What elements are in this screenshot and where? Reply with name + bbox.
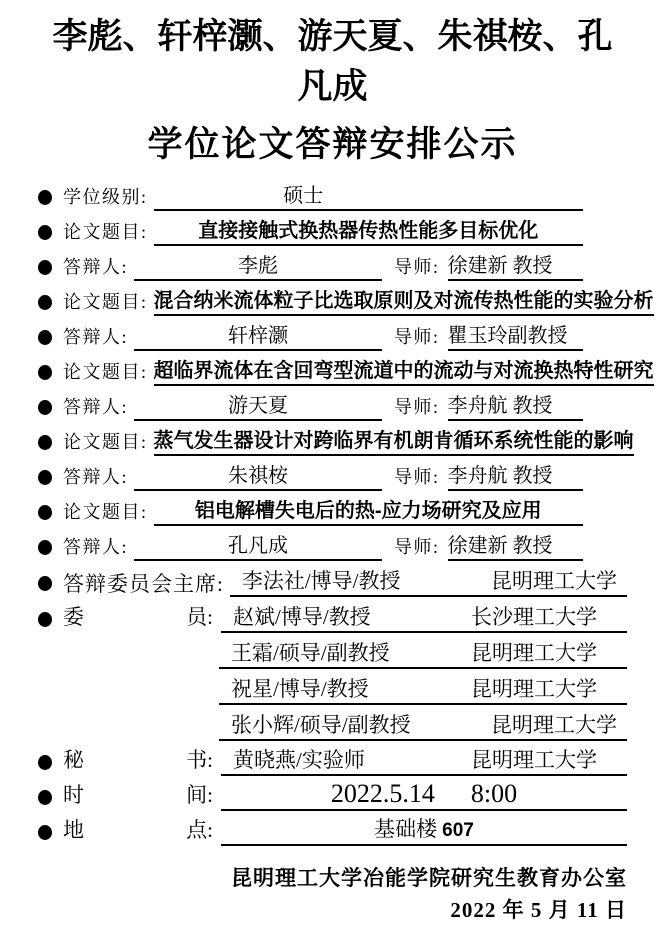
bullet-icon (38, 295, 52, 310)
place-label-first: 地 (63, 818, 84, 842)
member-org: 长沙理工大学 (471, 605, 597, 629)
advisor-label: 导师: (394, 327, 440, 347)
degree-level-value: 硕士 (154, 183, 583, 211)
degree-level-label: 学位级别: (63, 187, 148, 207)
issue-date: 2022 年 5 月 11 日 (450, 898, 627, 922)
committee-chair-label: 答辩委员会主席: (63, 572, 224, 596)
committee-member-value (219, 712, 627, 741)
bullet-icon (38, 505, 52, 520)
defender-label: 答辩人: (63, 467, 129, 487)
thesis-title-row-2 (38, 281, 654, 316)
bullet-icon (38, 540, 52, 555)
secretary-row (38, 741, 627, 776)
defender-name: 李彪 (134, 253, 382, 281)
thesis-title-label: 论文题目: (63, 432, 148, 452)
member-org: 昆明理工大学 (491, 713, 617, 737)
defense-clock: 8:00 (470, 779, 518, 808)
advisor-name: 瞿玉玲副教授 (448, 323, 583, 351)
defender-label: 答辩人: (63, 397, 129, 417)
place-row (38, 811, 627, 846)
member-org: 昆明理工大学 (471, 641, 597, 665)
member-person: 赵斌/博导/教授 (233, 605, 371, 629)
committee-member-row (38, 705, 627, 741)
defender-name: 轩梓灏 (134, 323, 382, 351)
secretary-label-first: 秘 (63, 748, 84, 772)
bullet-icon (38, 330, 52, 345)
member-org: 昆明理工大学 (471, 677, 597, 701)
degree-level-row (38, 176, 583, 211)
place-label (61, 817, 221, 846)
time-label (61, 782, 221, 811)
thesis-title-row-3 (38, 351, 654, 386)
defender-row-2 (38, 316, 583, 351)
time-row (38, 776, 627, 811)
bullet-icon (38, 825, 52, 840)
title-names-line: 李彪、轩梓灏、游天夏、朱祺桉、孔凡成 (52, 17, 613, 106)
advisor-name: 徐建新 教授 (448, 253, 583, 281)
defender-label: 答辩人: (63, 257, 129, 277)
chair-org: 昆明理工大学 (491, 569, 617, 593)
document-title (38, 12, 627, 168)
defender-name: 朱祺桉 (134, 463, 382, 491)
secretary-label (61, 747, 221, 776)
defender-label: 答辩人: (63, 327, 129, 347)
secretary-org: 昆明理工大学 (471, 748, 597, 772)
committee-member-row (38, 669, 627, 705)
thesis-title-row-4 (38, 421, 634, 456)
time-label-last: 间: (186, 783, 213, 807)
place-label-last: 点: (186, 818, 213, 842)
defender-label: 答辩人: (63, 537, 129, 557)
chair-person: 李法社/博导/教授 (241, 569, 401, 593)
bullet-icon (38, 400, 52, 415)
defender-row-3 (38, 386, 583, 421)
committee-label-last: 员: (186, 605, 213, 629)
advisor-label: 导师: (394, 257, 440, 277)
bullet-icon (38, 260, 52, 275)
defender-row-5 (38, 526, 583, 561)
defense-date: 2022.5.14 (330, 779, 435, 808)
defender-row-1 (38, 246, 583, 281)
place-building: 基础楼 (374, 817, 438, 841)
issuing-office: 昆明理工大学冶能学院研究生教育办公室 (231, 866, 627, 890)
committee-member-row (38, 597, 627, 633)
place-value (221, 816, 627, 846)
bullet-icon (38, 470, 52, 485)
place-room-number: 607 (442, 820, 474, 841)
advisor-name: 李舟航 教授 (448, 393, 583, 421)
advisor-label: 导师: (394, 467, 440, 487)
committee-member-value (219, 640, 627, 669)
advisor-name: 徐建新 教授 (448, 533, 583, 561)
defender-name: 游天夏 (134, 393, 382, 421)
committee-label (61, 604, 221, 633)
thesis-title-label: 论文题目: (63, 502, 148, 522)
committee-member-value (219, 676, 627, 705)
committee-member-value (221, 604, 627, 633)
thesis-title-row-1 (38, 211, 583, 246)
thesis-title-label: 论文题目: (63, 292, 148, 312)
advisor-name: 李舟航 教授 (448, 463, 583, 491)
member-person: 张小辉/硕导/副教授 (231, 713, 411, 737)
time-label-first: 时 (63, 783, 84, 807)
thesis-title-label: 论文题目: (63, 222, 148, 242)
bullet-icon (38, 612, 52, 627)
title-subject-line: 学位论文答辩安排公示 (147, 125, 518, 164)
member-person: 王霜/硕导/副教授 (231, 641, 390, 665)
thesis-title-row-5 (38, 491, 583, 526)
member-person: 祝星/博导/教授 (231, 677, 369, 701)
time-value (221, 779, 627, 811)
thesis-title-value: 直接接触式换热器传热性能多目标优化 (154, 218, 583, 246)
bullet-icon (38, 365, 52, 380)
defender-row-4 (38, 456, 583, 491)
thesis-title-value: 铝电解槽失电后的热-应力场研究及应用 (154, 498, 583, 526)
thesis-title-value: 混合纳米流体粒子比选取原则及对流传热性能的实验分析 (154, 288, 654, 316)
advisor-label: 导师: (394, 397, 440, 417)
document-footer (38, 862, 627, 926)
secretary-person: 黄晓燕/实验师 (233, 748, 365, 772)
thesis-title-value: 蒸气发生器设计对跨临界有机朗肯循环系统性能的影响 (154, 428, 634, 456)
bullet-icon (38, 576, 52, 591)
bullet-icon (38, 790, 52, 805)
bullet-icon (38, 755, 52, 770)
fields-section (38, 176, 654, 846)
secretary-label-last: 书: (186, 748, 213, 772)
bullet-icon (38, 225, 52, 240)
advisor-label: 导师: (394, 537, 440, 557)
announcement-document (0, 12, 668, 922)
thesis-title-value: 超临界流体在含回弯型流道中的流动与对流换热特性研究 (154, 358, 654, 386)
bullet-icon (38, 435, 52, 450)
defender-name: 孔凡成 (134, 533, 382, 561)
committee-chair-value (230, 568, 627, 597)
committee-chair-row (38, 561, 627, 597)
bullet-icon (38, 190, 52, 205)
thesis-title-label: 论文题目: (63, 362, 148, 382)
committee-label-first: 委 (63, 605, 84, 629)
secretary-value (221, 747, 627, 776)
committee-member-row (38, 633, 627, 669)
